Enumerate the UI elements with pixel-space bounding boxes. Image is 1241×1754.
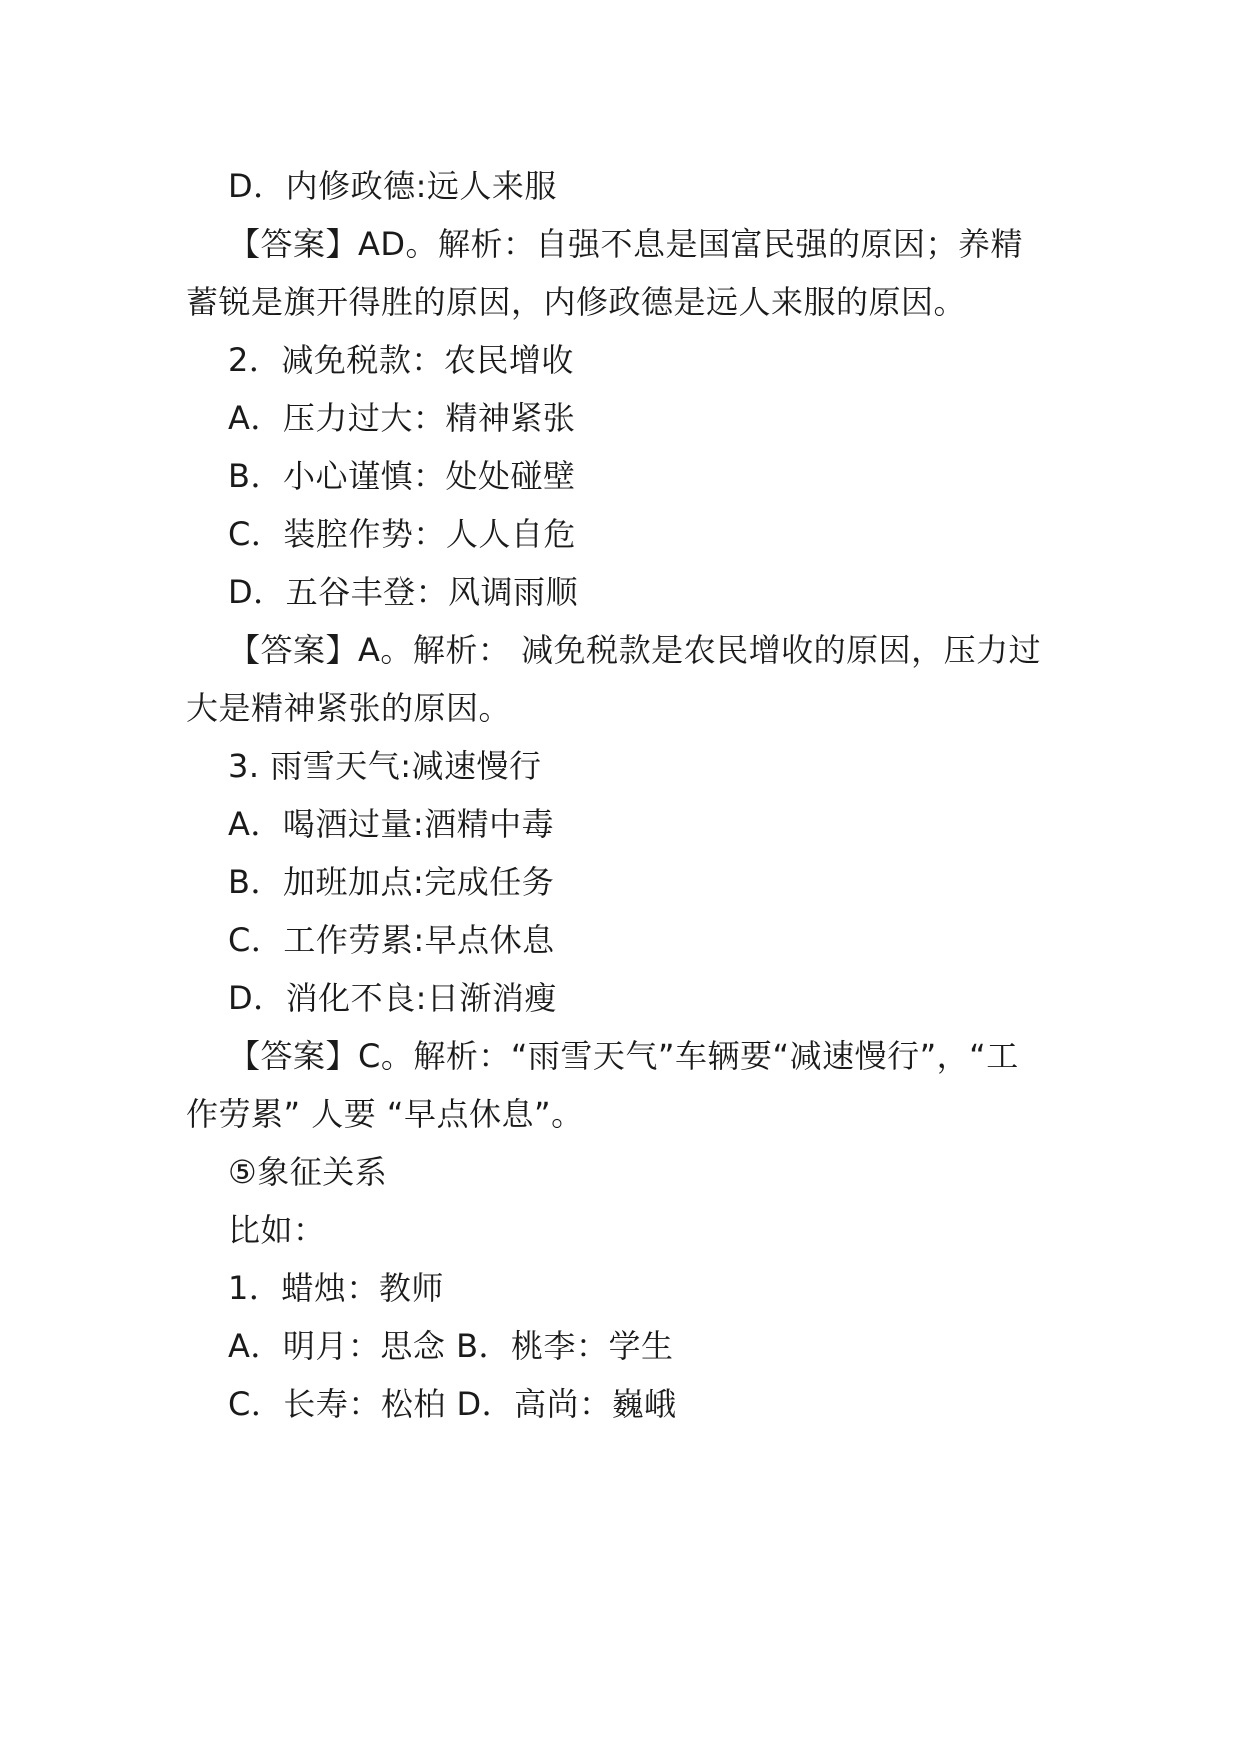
options-cd-symbol: C．长寿：松柏 D．高尚：巍峨 [228, 1385, 677, 1423]
option-b-q2: B．小心谨慎：处处碰壁 [228, 457, 576, 495]
option-a-q3: A．喝酒过量:酒精中毒 [228, 805, 555, 843]
option-d-q1: D．内修政德:远人来服 [228, 167, 557, 205]
options-ab-symbol: A．明月：思念 B．桃李：学生 [228, 1327, 674, 1365]
answer-q3-line-2: 作劳累” 人要 “早点休息”。 [186, 1095, 584, 1133]
question-2: 2．减免税款：农民增收 [228, 341, 574, 379]
option-d-q2: D．五谷丰登：风调雨顺 [228, 573, 579, 611]
option-b-q3: B．加班加点:完成任务 [228, 863, 555, 901]
question-1-symbol: 1．蜡烛：教师 [228, 1269, 444, 1307]
answer-q2-line-2: 大是精神紧张的原因。 [186, 689, 512, 727]
option-d-q3: D．消化不良:日渐消瘦 [228, 979, 557, 1017]
option-c-q2: C．装腔作势：人人自危 [228, 515, 576, 553]
answer-q1-line-1: 【答案】AD。解析：自强不息是国富民强的原因；养精 [228, 225, 1024, 263]
question-3: 3. 雨雪天气:减速慢行 [228, 747, 542, 785]
section-heading: ⑤象征关系 [228, 1153, 388, 1191]
answer-q2-line-1: 【答案】A。解析： 减免税款是农民增收的原因，压力过 [228, 631, 1042, 669]
option-c-q3: C．工作劳累:早点休息 [228, 921, 555, 959]
option-a-q2: A．压力过大：精神紧张 [228, 399, 576, 437]
example-intro: 比如： [228, 1211, 326, 1249]
answer-q1-line-2: 蓄锐是旗开得胜的原因，内修政德是远人来服的原因。 [186, 283, 967, 321]
answer-q3-line-1: 【答案】C。解析：“雨雪天气”车辆要“减速慢行”，“工 [228, 1037, 1019, 1075]
